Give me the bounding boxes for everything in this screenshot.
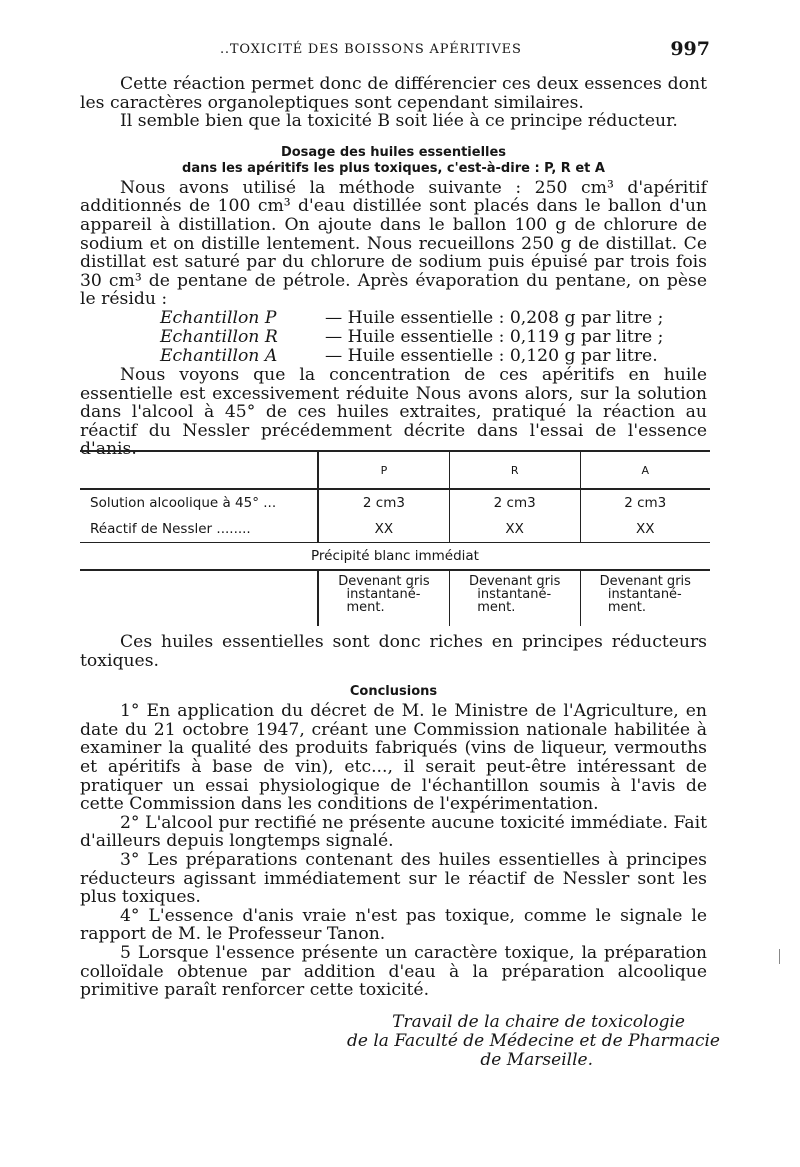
column-header-p: P bbox=[318, 451, 449, 489]
results-table bbox=[80, 450, 710, 626]
result-line3: ment. bbox=[607, 600, 646, 615]
signature-line2: de la Faculté de Médecine et de Pharmacie bbox=[347, 1031, 720, 1051]
sample-row bbox=[160, 309, 707, 328]
section-heading-line2: dans les apéritifs les plus toxiques, c'est-à-dire : P, R et A bbox=[182, 160, 605, 176]
cell-result-a bbox=[580, 570, 710, 626]
sample-row bbox=[160, 328, 707, 347]
cell-result-p bbox=[318, 570, 449, 626]
conclusion-item: 3° Les préparations contenant des huiles essentielles à principes réducteurs agissant immédiatement sur le réactif de Nessler sont les plus toxiques. bbox=[80, 849, 707, 908]
page-number: 997 bbox=[670, 38, 710, 60]
row-label-solution: Solution alcoolique à 45° ... bbox=[90, 495, 277, 511]
body-text-bottom bbox=[80, 633, 707, 1000]
sample-name: Echantillon R bbox=[160, 326, 278, 347]
conclusion-item: 5 Lorsque l'essence présente un caractère toxique, la préparation colloïdale obtenue par addition d'eau à la préparation alcoolique primitive paraît renforcer cette toxicité. bbox=[80, 942, 707, 1001]
result-line2: instantané- bbox=[477, 587, 552, 602]
sample-value: — Huile essentielle : 0,120 g par litre. bbox=[325, 345, 658, 366]
intro-paragraph-2: Il semble bien que la toxicité B soit liée à ce principe réducteur. bbox=[120, 111, 678, 132]
sample-value: — Huile essentielle : 0,208 g par litre ; bbox=[325, 307, 664, 328]
result-line1: Devenant gris bbox=[599, 574, 691, 589]
cell-result-r bbox=[449, 570, 580, 626]
dosage-paragraph: Nous avons utilisé la méthode suivante : 250 cm³ d'apéritif additionnés de 100 cm³ d'eau distillée sont placés dans le ballon d'un appareil à distillation. On ajoute dans le ballon 100 g de chlorure de sodium et on distille lentement. Nous recueillons 250 g de distillat. Ce distillat est saturé par du chlorure de sodium puis épuisé par trois fois 30 cm³ de pentane de pétrole. Après évaporation du pentane, on pèse le résidu : bbox=[80, 177, 707, 310]
sample-name: Echantillon P bbox=[160, 307, 277, 328]
conclusion-item: 2° L'alcool pur rectifié ne présente aucune toxicité immédiate. Fait d'ailleurs depuis longtemps signalé. bbox=[80, 812, 707, 852]
conclusion-item: 1° En application du décret de M. le Ministre de l'Agriculture, en date du 21 octobre 1947, créant une Commission nationale habilitée à examiner la qualité des produits fabriqués (vins de liqueur, vermouths et apéritifs à base de vin), etc..., il serait peut-être intéressant de pratiquer un essai physiologique de l'échantillon soumis à l'avis de cette Commission dans les conditions de l'expérimentation. bbox=[80, 701, 707, 815]
table-cell-empty bbox=[80, 570, 318, 626]
result-line2: instantané- bbox=[346, 587, 421, 602]
table-row bbox=[80, 570, 710, 626]
signature-block bbox=[320, 1013, 720, 1070]
dosage-paragraph-2: Nous voyons que la concentration de ces apéritifs en huile essentielle est excessivement réduite Nous avons alors, sur la solution dans l'alcool à 45° de ces huiles extraites, pratiqué la réaction au réactif du Nessler précédemment décrite dans l'essai de l'essence d'anis. bbox=[80, 364, 707, 460]
sample-row bbox=[160, 347, 707, 366]
page-header bbox=[80, 38, 710, 62]
result-line3: ment. bbox=[346, 600, 385, 615]
cell-solution-a: 2 cm3 bbox=[580, 489, 710, 516]
column-header-r: R bbox=[449, 451, 580, 489]
margin-mark bbox=[779, 949, 780, 964]
sample-name: Echantillon A bbox=[160, 345, 278, 366]
column-header-a: A bbox=[580, 451, 710, 489]
result-line1: Devenant gris bbox=[468, 574, 561, 589]
result-line3: ment. bbox=[477, 600, 516, 615]
row-label-nessler: Réactif de Nessler ........ bbox=[90, 521, 251, 537]
running-title: ..TOXICITÉ DES BOISSONS APÉRITIVES bbox=[220, 42, 522, 57]
conclusion-item: 4° L'essence d'anis vraie n'est pas toxique, comme le signale le rapport de M. le Professeur Tanon. bbox=[80, 905, 707, 945]
after-table-paragraph: Ces huiles essentielles sont donc riches en principes réducteurs toxiques. bbox=[80, 632, 707, 671]
section-heading-dosage bbox=[80, 145, 707, 177]
precipitate-label: Précipité blanc immédiat bbox=[80, 543, 710, 571]
cell-nessler-r: XX bbox=[449, 516, 580, 543]
table-span-row bbox=[80, 543, 710, 571]
sample-list bbox=[160, 309, 707, 366]
table-row bbox=[80, 489, 710, 516]
cell-nessler-p: XX bbox=[318, 516, 449, 543]
conclusions-heading: Conclusions bbox=[349, 684, 438, 700]
result-line1: Devenant gris bbox=[338, 574, 430, 589]
table-header-empty bbox=[80, 451, 318, 489]
table-header-row bbox=[80, 451, 710, 489]
section-heading-line1: Dosage des huiles essentielles bbox=[280, 144, 507, 160]
signature-line3: de Marseille. bbox=[480, 1050, 593, 1070]
body-text-top bbox=[80, 75, 707, 459]
cell-nessler-a: XX bbox=[580, 516, 710, 543]
result-line2: instantané- bbox=[607, 587, 682, 602]
signature-line1: Travail de la chaire de toxicologie bbox=[392, 1012, 685, 1032]
intro-paragraph-1: Cette réaction permet donc de différencier ces deux essences dont les caractères organoleptiques sont cependant similaires. bbox=[80, 74, 707, 113]
cell-solution-r: 2 cm3 bbox=[449, 489, 580, 516]
sample-value: — Huile essentielle : 0,119 g par litre ; bbox=[325, 326, 664, 347]
table-row bbox=[80, 516, 710, 543]
cell-solution-p: 2 cm3 bbox=[318, 489, 449, 516]
